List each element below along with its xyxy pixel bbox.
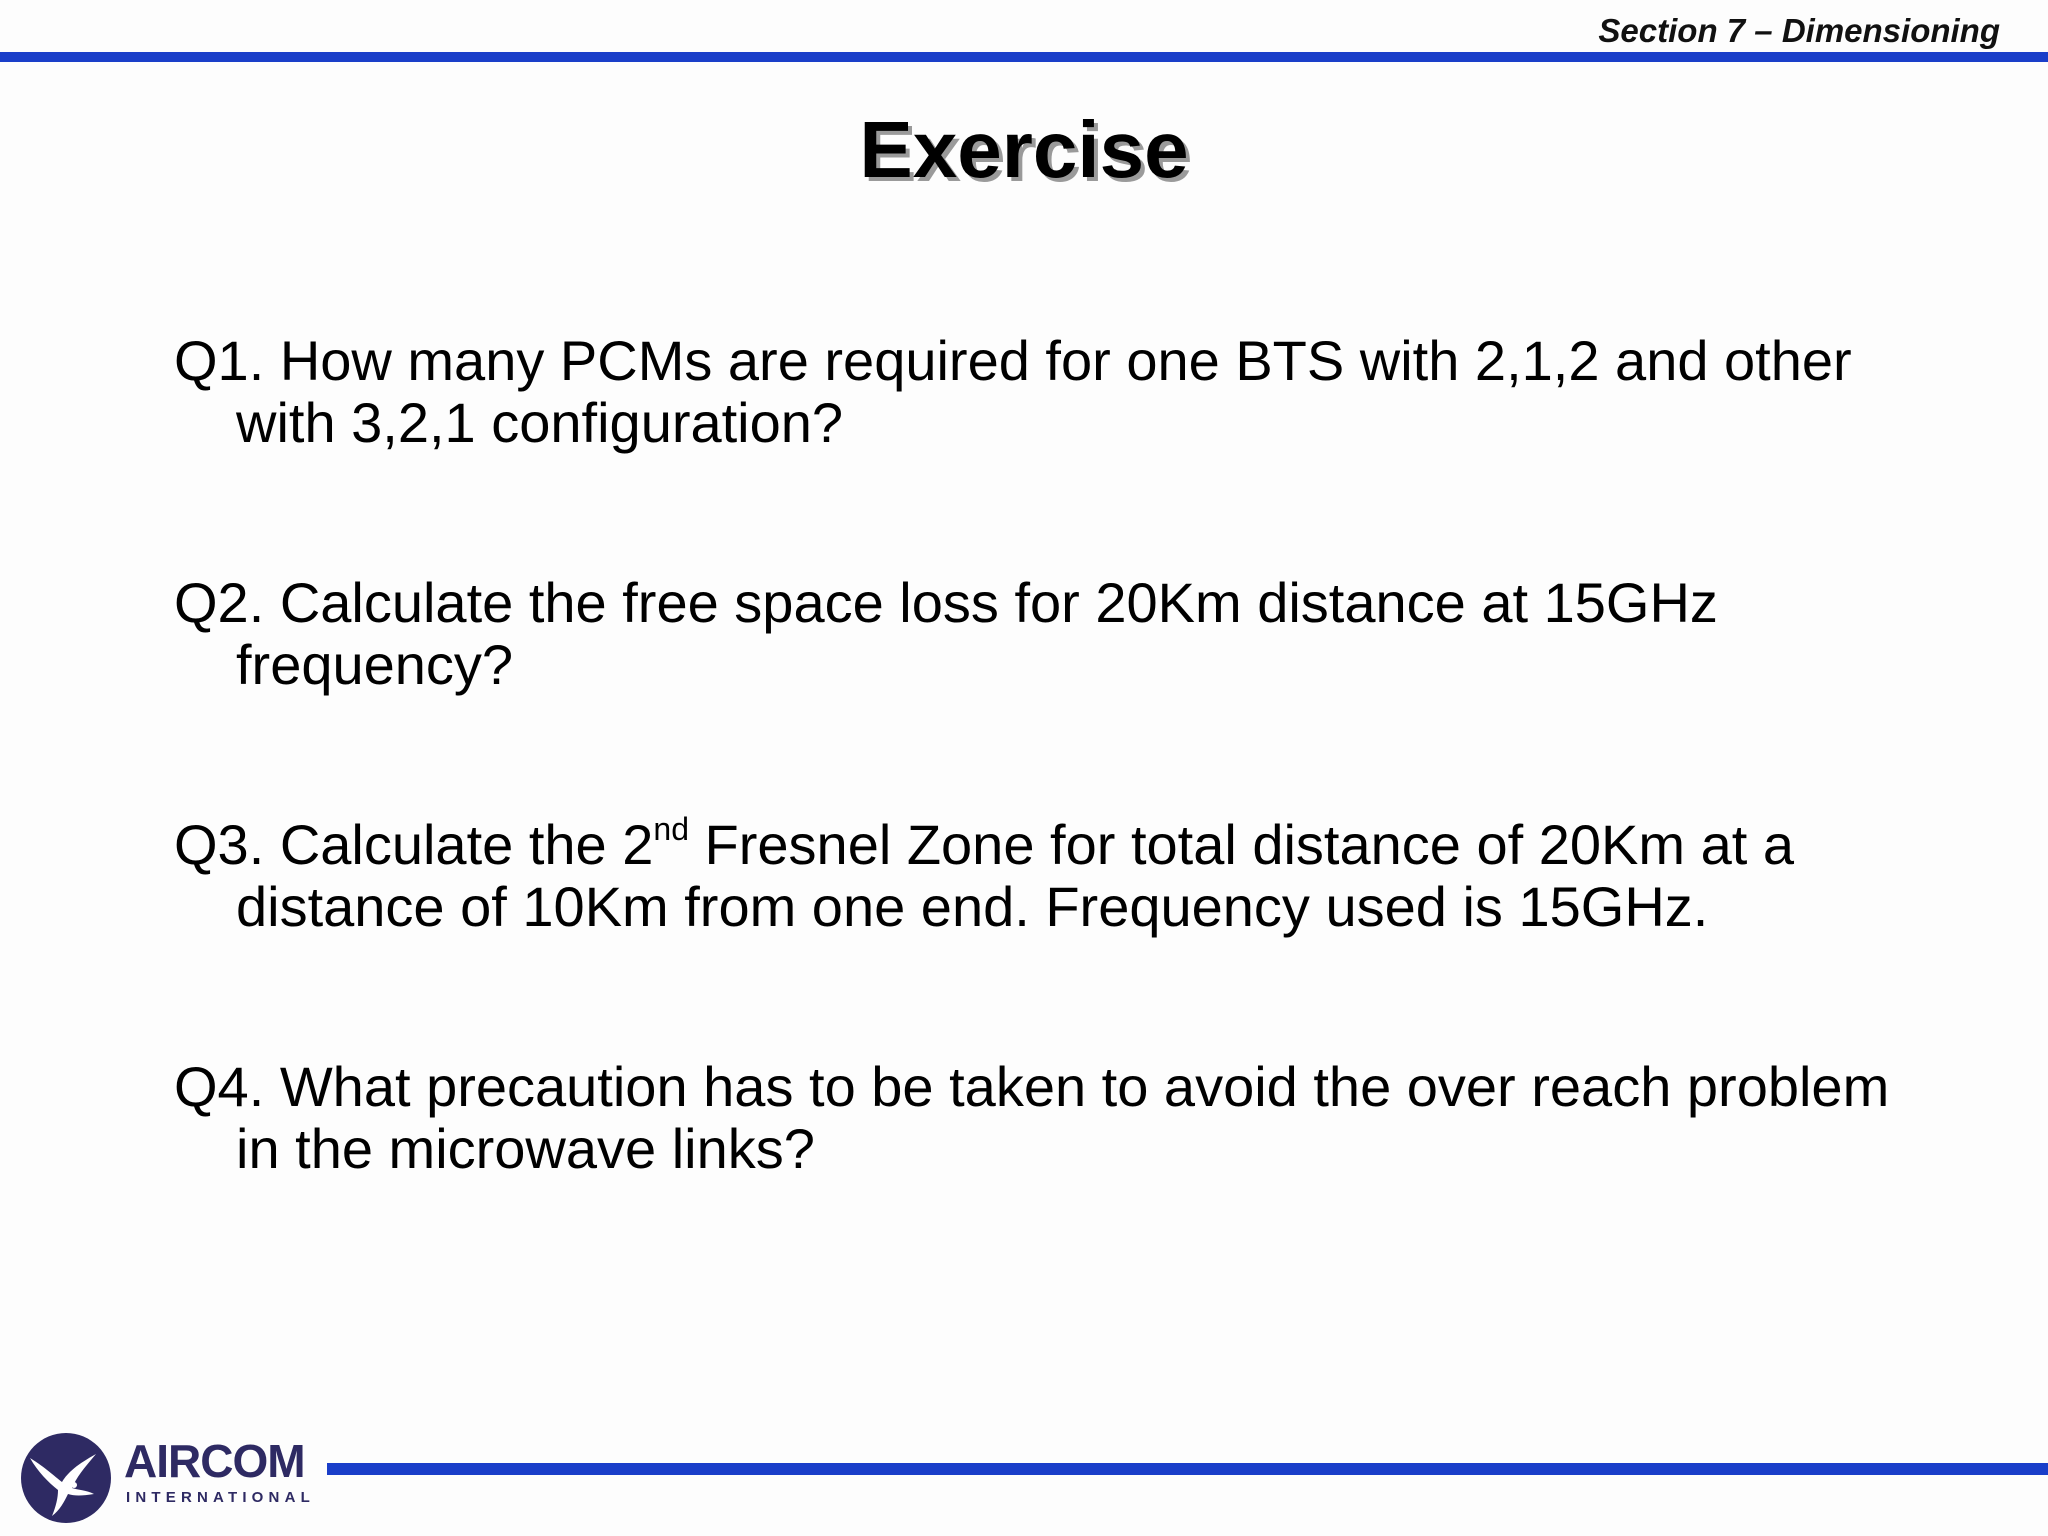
slide-title: Exercise bbox=[859, 105, 1189, 194]
question-3-text-end: Fresnel Zone for total distance of 20Km at a distance of 10Km from one end. Frequency used is 15GHz. bbox=[236, 813, 1794, 938]
top-divider bbox=[0, 52, 2048, 62]
question-1: Q1. How many PCMs are required for one BTS with 2,1,2 and other with 3,2,1 configuration? bbox=[174, 329, 1852, 454]
question-3 bbox=[174, 811, 1934, 938]
bird-in-circle-icon bbox=[20, 1432, 112, 1524]
logo-subtitle: INTERNATIONAL bbox=[126, 1489, 315, 1506]
question-4: Q4. What precaution has to be taken to avoid the over reach problem in the microwave links? bbox=[174, 1055, 1890, 1180]
question-list bbox=[174, 330, 1934, 1298]
logo-wordmark: AIRCOM bbox=[124, 1435, 305, 1487]
question-3-ordinal-suffix: nd bbox=[653, 811, 689, 847]
section-header: Section 7 – Dimensioning bbox=[1598, 12, 2000, 49]
aircom-logo bbox=[20, 1432, 320, 1524]
question-3-text-start: Q3. Calculate the 2 bbox=[174, 813, 654, 876]
bottom-divider bbox=[327, 1463, 2048, 1475]
question-2: Q2. Calculate the free space loss for 20Km distance at 15GHz frequency? bbox=[174, 571, 1718, 696]
